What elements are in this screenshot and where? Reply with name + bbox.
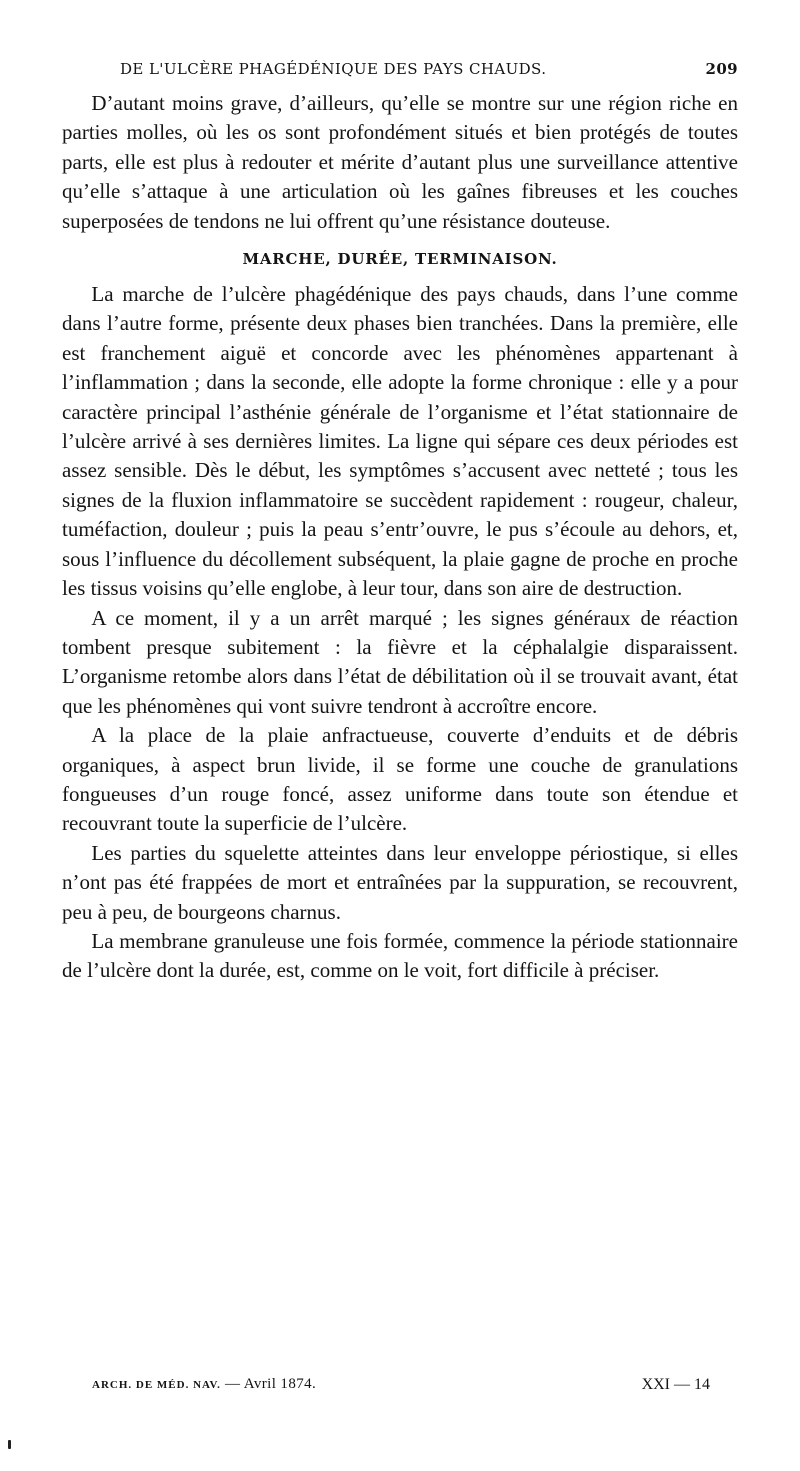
signature-mark: XXI — 14 bbox=[641, 1376, 710, 1393]
paragraph-1: D’autant moins grave, d’ailleurs, qu’elle se montre sur une région riche en parties molles, où les os sont profondément situés et bien protégés de toutes parts, elle est plus à redouter et mérite d’autant plus une surveillance attentive qu’elle s’attaque à une articulation où les gaînes fibreuses et les couches superposées de tendons ne lui offrent qu’une résistance douteuse. bbox=[62, 91, 738, 233]
issue-date: Avril 1874. bbox=[243, 1376, 317, 1392]
journal-abbreviation: ARCH. DE MÉD. NAV. bbox=[92, 1379, 221, 1391]
running-title: DE L'ULCÈRE PHAGÉDÉNIQUE DES PAYS CHAUDS. bbox=[120, 60, 547, 78]
paragraph-4: A la place de la plaie anfractueuse, couverte d’enduits et de débris organiques, à aspect brun livide, il se forme une couche de granulations fongueuses d’un rouge foncé, assez uniforme dans toute son étendue et recouvrant toute la superficie de l’ulcère. bbox=[62, 723, 738, 836]
footer-separator: — bbox=[224, 1376, 241, 1392]
paragraph-2: La marche de l’ulcère phagédénique des pays chauds, dans l’une comme dans l’autre forme, présente deux phases bien tranchées. Dans la première, elle est franchement aiguë et concorde avec les phénomènes appartenant à l’inflammation ; dans la seconde, elle adopte la forme chronique : elle y a pour caractère principal l’asthénie générale de l’organisme et l’état stationnaire de l’ulcère arrivé à ses dernières limites. La ligne qui sépare ces deux périodes est assez sensible. Dès le début, les symptômes s’accusent avec netteté ; tous les signes de la fluxion inflammatoire se succèdent rapidement : rougeur, chaleur, tuméfaction, douleur ; puis la peau s’entr’ouvre, le pus s’écoule au dehors, et, sous l’influence du décollement subséquent, la plaie gagne de proche en proche les tissus voisins qu’elle englobe, à leur tour, dans son aire de destruction. bbox=[62, 282, 738, 601]
running-head bbox=[62, 60, 738, 86]
page-footer bbox=[92, 1376, 738, 1400]
footer-citation bbox=[92, 1376, 316, 1393]
section-heading: MARCHE, DURÉE, TERMINAISON. bbox=[242, 250, 558, 269]
paragraph-5: Les parties du squelette atteintes dans leur enveloppe périostique, si elles n’ont pas été frappées de mort et entraînées par la suppuration, se recouvrent, peu à peu, de bourgeons charnus. bbox=[62, 840, 738, 924]
page-number: 209 bbox=[705, 60, 738, 78]
body-text bbox=[62, 89, 738, 986]
margin-ink-mark bbox=[8, 1440, 11, 1449]
paragraph-6: La membrane granuleuse une fois formée, commence la période stationnaire de l’ulcère dont la durée, est, comme on le voit, fort difficile à préciser. bbox=[62, 928, 738, 983]
paragraph-3: A ce moment, il y a un arrêt marqué ; les signes généraux de réaction tombent presque subitement : la fièvre et la céphalalgie disparaissent. L’organisme retombe alors dans l’état de débilitation où il se trouvait avant, état que les phénomènes qui vont suivre tendront à accroître encore. bbox=[62, 605, 738, 718]
